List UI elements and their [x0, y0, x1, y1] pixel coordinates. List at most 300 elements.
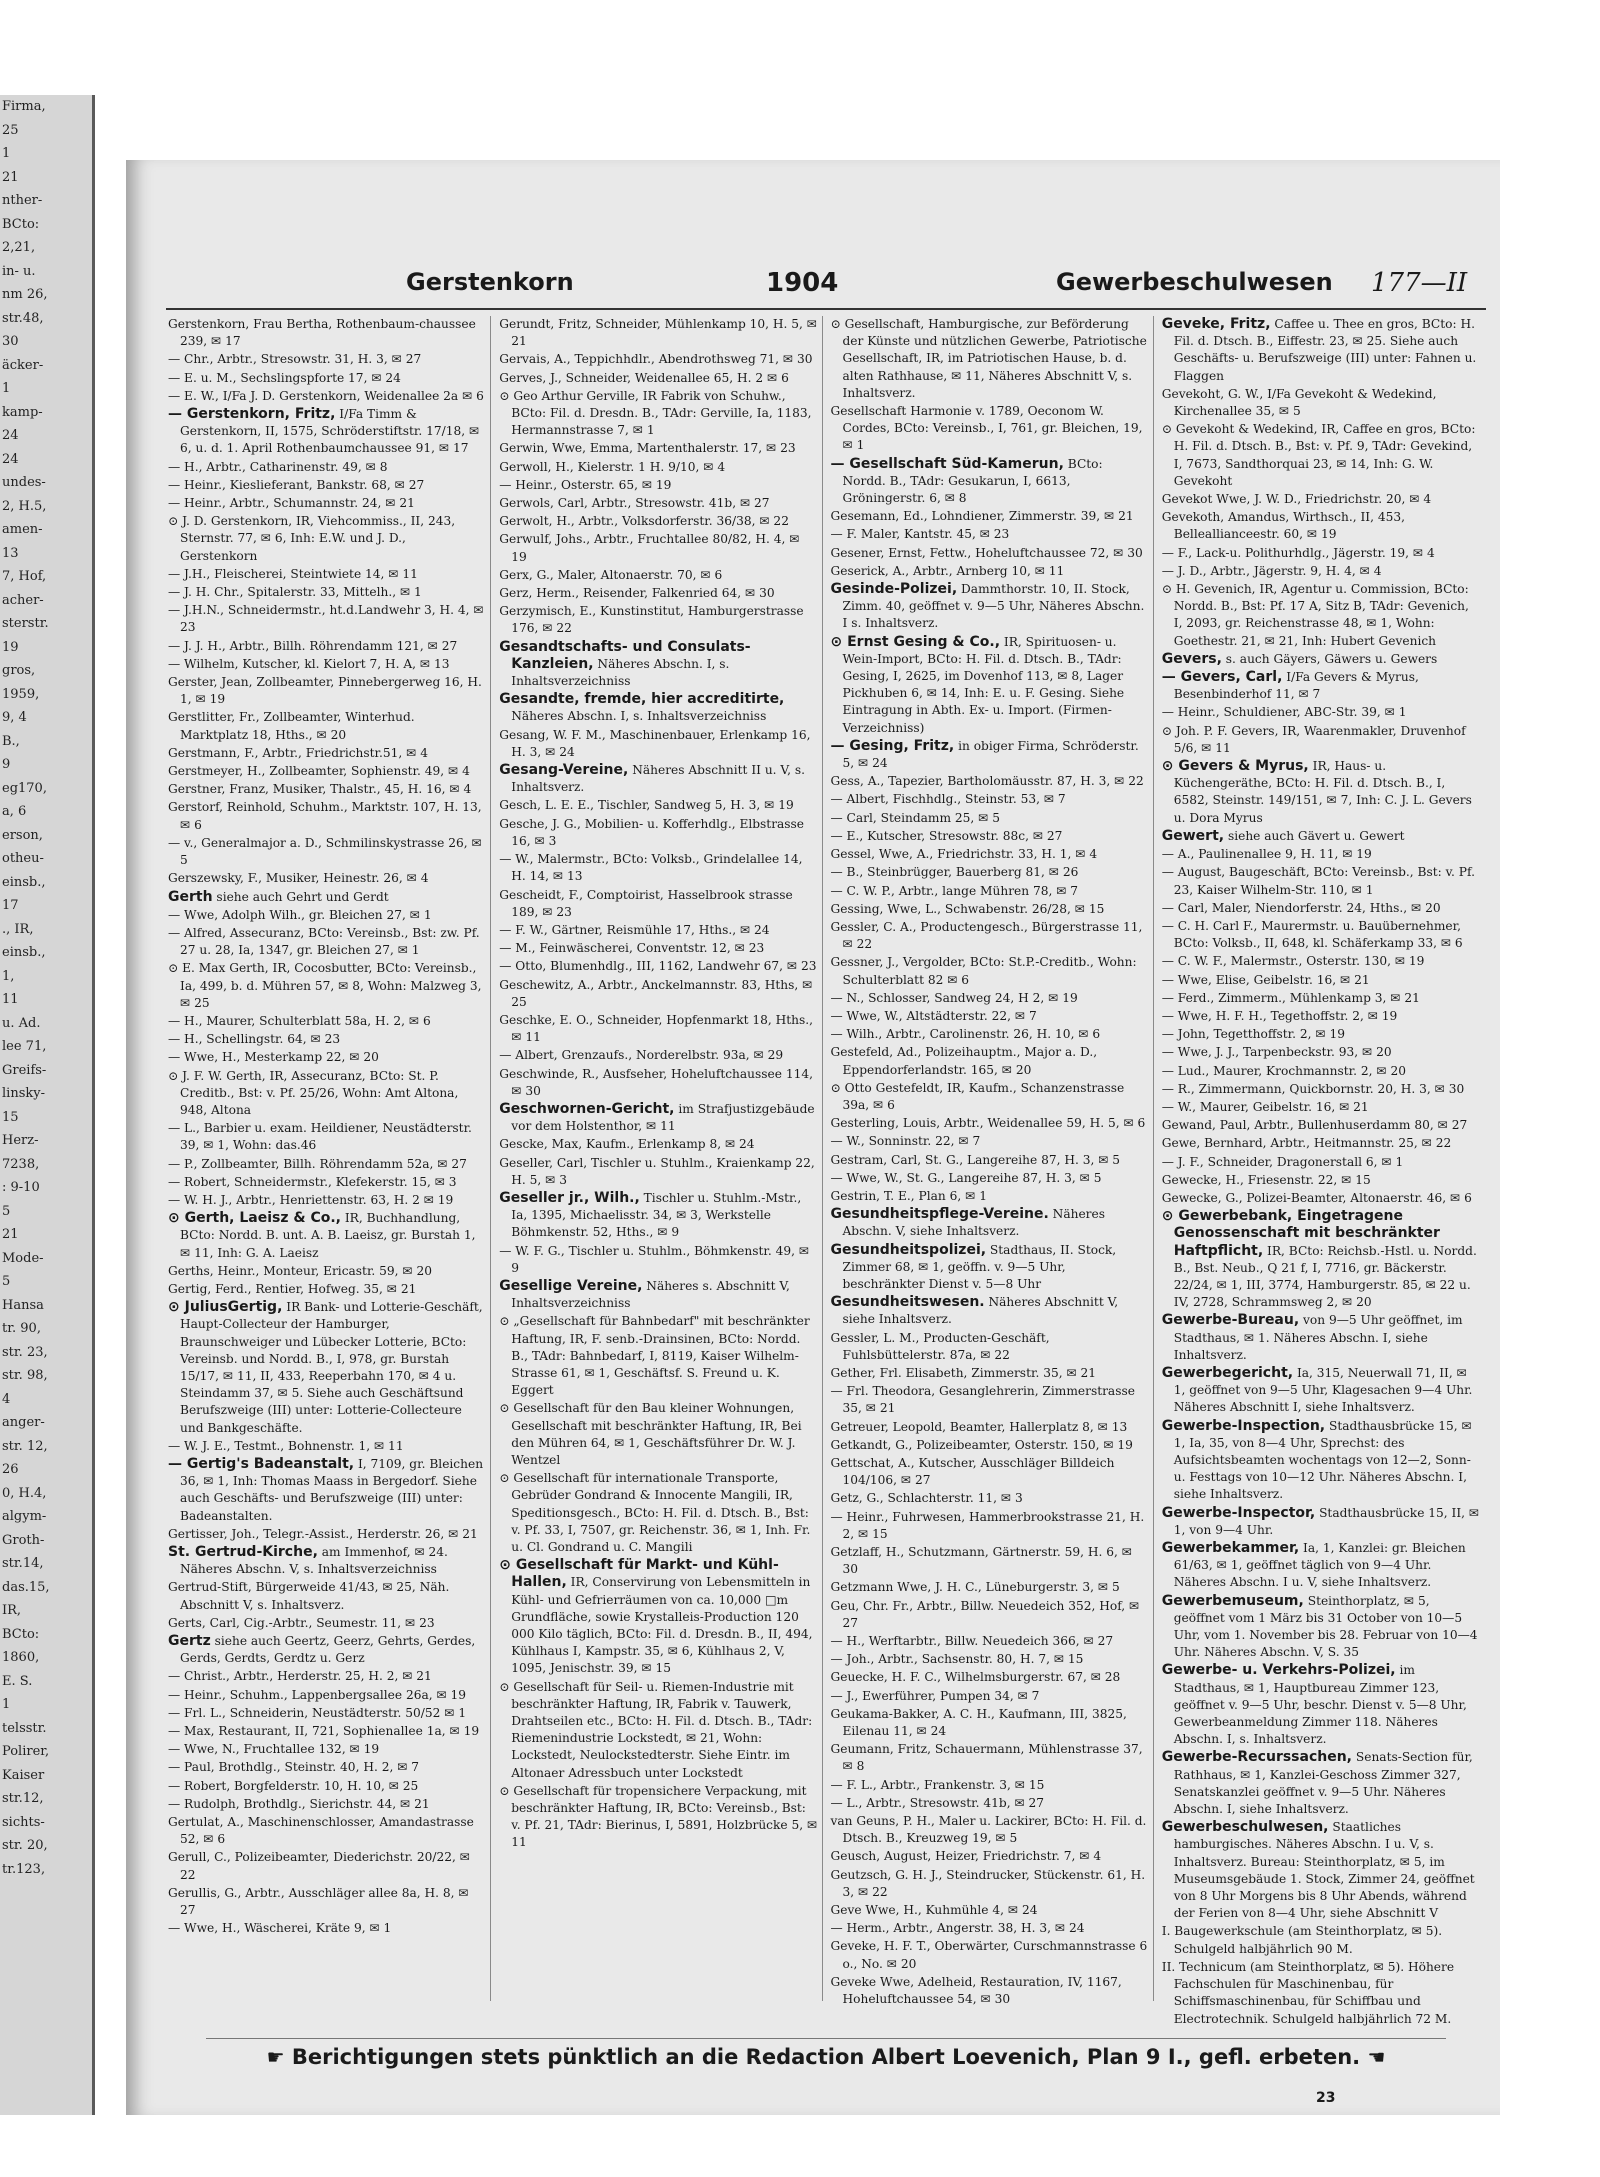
directory-entry	[499, 440, 817, 457]
entry-text: — F. W., Gärtner, Reismühle 17, Hths., ✉ 24	[499, 922, 770, 937]
entry-text: ⊙ J. D. Gerstenkorn, IR, Viehcommiss., II, 243, Sternstr. 77, ✉ 6, Inh: E.W. und J. D., Gerstenkorn	[168, 514, 456, 563]
entry-text: Geveke, H. F. T., Oberwärter, Curschmannstrasse 6 o., No. ✉ 20	[830, 1939, 1148, 1971]
adjacent-page-fragment: sichts-	[2, 1814, 45, 1830]
directory-entry	[499, 1243, 817, 1277]
entry-text: Getz, G., Schlachterstr. 11, ✉ 3	[830, 1491, 1023, 1506]
directory-column-1	[168, 316, 491, 2001]
entry-text: im Strafjustizgebäude vor dem Holstenthor, ✉ 11	[511, 1101, 815, 1134]
directory-entry	[499, 940, 817, 957]
adjacent-page-fragment: 19	[2, 639, 19, 655]
entry-text: — Herm., Arbtr., Angerstr. 38, H. 3, ✉ 24	[830, 1921, 1085, 1936]
entry-text: — Wwe, H., Mesterkamp 22, ✉ 20	[168, 1050, 379, 1065]
directory-entry	[499, 1278, 817, 1312]
entry-text: IR, Haus- u. Küchengeräthe, BCto: H. Fil. d. Dtsch. B., I, 6582, Steinstr. 149/151, ✉ 7, Inh: C. J. L. Gevers u. Dora Myrus	[1173, 759, 1472, 825]
directory-entry	[168, 1210, 486, 1262]
directory-entry	[831, 828, 1149, 845]
entry-text: — W. F. G., Tischler u. Stuhlm., Böhmkenstr. 49, ✉ 9	[499, 1243, 810, 1275]
directory-entry	[168, 709, 486, 743]
entry-text: ⊙ Gevekoht & Wedekind, IR, Caffee en gros, BCto: H. Fil. d. Dtsch. B., Bst: v. Pf. 9, TAdr: Gevekind, I, 7673, Sandthorquai 23, ✉ 14, Inh: G. W. Gevekoht	[1161, 422, 1476, 488]
directory-entry	[831, 634, 1149, 737]
directory-entry	[499, 958, 817, 975]
directory-entry	[1162, 1923, 1480, 1957]
directory-entry	[168, 1814, 486, 1848]
entry-text: Gestefeld, Ad., Polizeihauptm., Major a. D., Eppendorferlandstr. 165, ✉ 20	[830, 1045, 1098, 1077]
entry-heading: Gesandte, fremde, hier accreditirte,	[499, 691, 785, 708]
entry-text: Gerwulf, Johs., Arbtr., Fruchtallee 80/82, H. 4, ✉ 19	[499, 532, 800, 564]
entry-heading: ⊙ Gerth, Laeisz & Co.,	[168, 1210, 341, 1227]
entry-text: — Frl. Theodora, Gesanglehrerin, Zimmerstrasse 35, ✉ 21	[830, 1384, 1135, 1416]
directory-entry	[831, 545, 1149, 562]
directory-entry	[499, 887, 817, 921]
adjacent-page-fragment: IR,	[2, 1603, 22, 1618]
directory-entry	[168, 674, 486, 708]
entry-text: Gessing, Wwe, L., Schwabenstr. 26/28, ✉ 15	[830, 901, 1105, 916]
directory-entry	[1162, 972, 1480, 989]
directory-entry	[499, 513, 817, 530]
directory-entry	[1162, 864, 1480, 898]
entry-text: BCto: Nordd. B., TAdr: Gesukarun, I, 6613, Gröningerstr. 6, ✉ 8	[842, 456, 1103, 506]
entry-text: Stadthausbrücke 15, II, ✉ 1, von 9—4 Uhr.	[1173, 1505, 1480, 1537]
directory-entry	[499, 1679, 817, 1782]
entry-text: — Heinr., Schuldiener, ABC-Str. 39, ✉ 1	[1161, 705, 1407, 720]
directory-entry	[831, 526, 1149, 543]
entry-heading: Geseller jr., Wilh.,	[499, 1189, 640, 1206]
directory-entry	[1162, 509, 1480, 543]
adjacent-page-fragment: Mode-	[2, 1250, 44, 1266]
entry-heading: Gewerbe-Recurssachen,	[1161, 1749, 1353, 1766]
directory-entry	[499, 727, 817, 761]
directory-entry	[831, 1188, 1149, 1205]
entry-text: — Wwe, W., Altstädterstr. 22, ✉ 7	[830, 1008, 1037, 1023]
directory-entry	[499, 567, 817, 584]
adjacent-page-fragment: tr. 90,	[2, 1321, 41, 1336]
directory-entry	[1162, 651, 1480, 668]
entry-text: Gess, A., Tapezier, Bartholomäusstr. 87, H. 3, ✉ 22	[830, 774, 1144, 789]
entry-heading: ⊙ Gevers & Myrus,	[1161, 758, 1309, 775]
entry-text: Gertrud-Stift, Bürgerweide 41/43, ✉ 25, Näh. Abschnitt V, s. Inhaltsverz.	[168, 1580, 450, 1612]
header-left-keyword: Gerstenkorn	[406, 268, 574, 296]
directory-entry	[831, 403, 1149, 455]
directory-entry	[831, 1080, 1149, 1114]
directory-entry	[1162, 1008, 1480, 1025]
directory-entry	[831, 456, 1149, 508]
directory-entry	[1162, 669, 1480, 703]
entry-text: — Carl, Steindamm 25, ✉ 5	[830, 810, 1000, 825]
entry-text: Senats-Section für, Rathhaus, ✉ 1, Kanzlei-Geschoss Zimmer 327, Senatskanzlei geöffnet v. 9—5 Uhr. Näheres Abschn. I, siehe Inhaltsverz.	[1173, 1750, 1473, 1817]
header-right-keyword: Gewerbeschulwesen	[1056, 268, 1333, 296]
directory-entry	[168, 907, 486, 924]
directory-entry	[168, 477, 486, 494]
directory-entry	[831, 1813, 1149, 1847]
directory-entry	[831, 954, 1149, 988]
directory-entry	[831, 1938, 1149, 1972]
entry-text: s. auch Gäyers, Gäwers u. Gewers	[1221, 651, 1438, 666]
directory-entry	[831, 1437, 1149, 1454]
entry-heading: Gerth	[168, 888, 213, 905]
directory-entry	[1162, 1154, 1480, 1171]
directory-entry	[168, 1705, 486, 1722]
directory-entry	[1162, 1208, 1480, 1311]
directory-entry	[831, 1706, 1149, 1740]
directory-entry	[1162, 918, 1480, 952]
directory-entry	[1162, 316, 1480, 385]
entry-text: siehe auch Gehrt und Gerdt	[212, 889, 389, 904]
entry-heading: Gewerbeschulwesen,	[1161, 1819, 1329, 1836]
directory-entry	[1162, 1540, 1480, 1592]
entry-text: Geschke, E. O., Schneider, Hopfenmarkt 18, Hths., ✉ 11	[499, 1012, 814, 1045]
entry-text: Gessner, J., Vergolder, BCto: St.P.-Creditb., Wohn: Schulterblatt 82 ✉ 6	[830, 955, 1137, 987]
entry-text: Gewecke, H., Friesenstr. 22, ✉ 15	[1161, 1172, 1371, 1187]
directory-entry	[168, 656, 486, 673]
directory-entry	[1162, 1959, 1480, 2028]
directory-entry	[831, 1330, 1149, 1364]
entry-text: Gessler, C. A., Productengesch., Bürgerstrasse 11, ✉ 22	[830, 919, 1143, 952]
entry-text: Gewand, Paul, Arbtr., Bullenhuserdamm 80, ✉ 27	[1161, 1118, 1468, 1133]
directory-entry	[499, 495, 817, 512]
entry-text: Gerstorf, Reinhold, Schuhm., Marktstr. 107, H. 13, ✉ 6	[168, 800, 482, 832]
directory-column-3	[830, 316, 1154, 2007]
entry-text: — J. H. Chr., Spitalerstr. 33, Mittelh., ✉ 1	[168, 585, 422, 600]
adjacent-page-fragment: 1	[2, 381, 11, 396]
adjacent-page-fragment: anger-	[2, 1415, 45, 1430]
directory-entry	[831, 1419, 1149, 1436]
entry-heading: St. Gertrud-Kirche,	[168, 1544, 318, 1561]
directory-entry	[168, 1299, 486, 1437]
entry-text: Geserick, A., Arbtr., Arnberg 10, ✉ 11	[830, 563, 1065, 578]
directory-entry	[168, 566, 486, 583]
entry-text: Gesener, Ernst, Fettw., Hoheluftchaussee 72, ✉ 30	[830, 545, 1143, 560]
directory-entry	[168, 495, 486, 512]
directory-entry	[831, 1170, 1149, 1187]
directory-entry	[1162, 723, 1480, 757]
directory-entry	[831, 1741, 1149, 1775]
entry-text: Näheres Abschn. I, s. Inhaltsverzeichniss	[511, 656, 730, 689]
directory-entry	[168, 1174, 486, 1191]
directory-entry	[831, 1795, 1149, 1812]
entry-text: Geseller, Carl, Tischler u. Stuhlm., Kraienkamp 22, H. 5, ✉ 3	[499, 1155, 815, 1187]
directory-entry	[831, 738, 1149, 772]
entry-text: — Carl, Maler, Niendorferstr. 24, Hths., ✉ 20	[1161, 900, 1441, 915]
entry-text: — J. D., Arbtr., Jägerstr. 9, H. 4, ✉ 4	[1161, 563, 1382, 578]
entry-text: Gesemann, Ed., Lohndiener, Zimmerstr. 39, ✉ 21	[830, 509, 1134, 524]
entry-heading: Gewerbemuseum,	[1161, 1592, 1304, 1609]
entry-text: Tischler u. Stuhlm.-Mstr., Ia, 1395, Michaelisstr. 34, ✉ 3, Werkstelle Böhmkenstr. 52, Hths., ✉ 9	[511, 1190, 802, 1240]
entry-text: — Frl. L., Schneiderin, Neustädterstr. 50/52 ✉ 1	[168, 1705, 467, 1720]
entry-text: Näheres s. Abschnitt V, Inhaltsverzeichniss	[511, 1278, 790, 1311]
adjacent-page-fragment: 1,	[2, 968, 15, 984]
entry-text: Ia, 1, Kanzlei: gr. Bleichen 61/63, ✉ 1, geöffnet täglich von 9—4 Uhr. Näheres Abschn. I u. V, siehe Inhaltsverz.	[1173, 1541, 1466, 1590]
entry-text: ⊙ Gesellschaft für tropensichere Verpackung, mit beschränkter Haftung, IR, BCto: Vereinsb., Bst: v. Pf. 21, TAdr: Bierinus, I, 5891, Holzbrücke 5, ✉ 11	[499, 1783, 818, 1850]
entry-text: — J.H., Fleischerei, Steintwiete 14, ✉ 11	[168, 566, 418, 581]
entry-text: Gessler, L. M., Producten-Geschäft, Fuhlsbüttelerstr. 87a, ✉ 22	[830, 1330, 1050, 1362]
adjacent-page-fragment: in- u.	[2, 263, 36, 279]
entry-text: Staatliches hamburgisches. Näheres Abschn. I u. V, s. Inhaltsverz. Bureau: Steinthorplatz, ✉ 5, im Museumsgebäude 1. Stock, Zimmer 24, geöffnet von 8 Uhr Morgens bis 8 Uhr Abends, während der Ferien von 8—4 Uhr, siehe Abschnitt V	[1173, 1820, 1475, 1921]
directory-entry	[831, 1579, 1149, 1596]
directory-entry	[499, 1470, 817, 1556]
adjacent-page-fragment: B.,	[2, 733, 20, 749]
adjacent-page-fragment: 1	[2, 146, 11, 161]
entry-text: Geveke Wwe, Adelheid, Restauration, IV, 1167, Hoheluftchaussee 54, ✉ 30	[830, 1974, 1122, 2007]
directory-entry	[168, 870, 486, 887]
directory-entry	[1162, 846, 1480, 863]
directory-entry	[831, 316, 1149, 402]
adjacent-page-fragment: 5	[2, 1274, 11, 1289]
directory-entry	[499, 585, 817, 602]
entry-text: Geusch, August, Heizer, Friedrichstr. 7, ✉ 4	[830, 1849, 1102, 1864]
directory-entry	[1162, 563, 1480, 580]
directory-entry	[499, 797, 817, 814]
directory-entry	[1162, 1172, 1480, 1189]
entry-text: am Immenhof, ✉ 24. Näheres Abschn. V, s. Inhaltsverzeichniss	[180, 1545, 448, 1577]
entry-text: — Wwe, Adolph Wilh., gr. Bleichen 27, ✉ 1	[168, 907, 432, 922]
directory-entry	[168, 745, 486, 762]
entry-text: — J., Ewerführer, Pumpen 34, ✉ 7	[830, 1688, 1040, 1703]
directory-entry	[499, 977, 817, 1011]
entry-heading: ⊙ JuliusGertig,	[168, 1299, 283, 1316]
directory-entry	[1162, 421, 1480, 490]
adjacent-page-fragment: ., IR,	[2, 921, 34, 937]
entry-text: — Robert, Borgfelderstr. 10, H. 10, ✉ 25	[168, 1778, 419, 1793]
entry-heading: — Gesellschaft Süd-Kamerun,	[830, 455, 1064, 472]
entry-text: — Robert, Schneidermstr., Klefekerstr. 15, ✉ 3	[168, 1174, 457, 1189]
entry-heading: — Gerstenkorn, Fritz,	[168, 406, 336, 423]
entry-text: Gerz, Herm., Reisender, Falkenried 64, ✉ 30	[499, 586, 775, 601]
directory-entry	[831, 901, 1149, 918]
directory-entry	[831, 1688, 1149, 1705]
directory-entry	[499, 1783, 817, 1852]
entry-heading: Gesinde-Polizei,	[830, 581, 958, 598]
entry-text: Gesche, J. G., Mobilien- u. Kofferhdlg., Elbstrasse 16, ✉ 3	[499, 816, 805, 848]
entry-text: Stadthaus, II. Stock, Zimmer 68, ✉ 1, geöffn. v. 9—5 Uhr, beschränkter Dienst v. 5—8 Uhr	[842, 1242, 1117, 1291]
directory-entry	[499, 1047, 817, 1064]
adjacent-page-fragment: telsstr.	[2, 1720, 47, 1736]
entry-text: Geumann, Fritz, Schauermann, Mühlenstrasse 37, ✉ 8	[830, 1742, 1143, 1774]
pointing-hand-left-icon: ☚	[1367, 2045, 1386, 2069]
entry-text: Gettschat, A., Kutscher, Ausschläger Billdeich 104/106, ✉ 27	[830, 1456, 1115, 1488]
entry-text: Getzlaff, H., Schutzmann, Gärtnerstr. 59, H. 6, ✉ 30	[830, 1545, 1132, 1577]
adjacent-page-fragment: linsky-	[2, 1086, 45, 1101]
entry-heading: Gewerbe- u. Verkehrs-Polizei,	[1161, 1662, 1396, 1679]
entry-text: Gerwoll, H., Kielerstr. 1 H. 9/10, ✉ 4	[499, 459, 726, 474]
entry-text: — F. L., Arbtr., Frankenstr. 3, ✉ 15	[830, 1777, 1045, 1792]
entry-text: Gewecke, G., Polizei-Beamter, Altonaerstr. 46, ✉ 6	[1161, 1190, 1472, 1205]
directory-columns	[168, 316, 1484, 2026]
directory-entry	[168, 960, 486, 1012]
directory-entry	[1162, 1117, 1480, 1134]
directory-entry	[168, 1796, 486, 1813]
entry-text: — Heinr., Kieslieferant, Bankstr. 68, ✉ 27	[168, 477, 425, 492]
entry-text: Gerves, J., Schneider, Weidenallee 65, H. 2 ✉ 6	[499, 370, 789, 385]
directory-entry	[168, 799, 486, 833]
directory-entry	[831, 1777, 1149, 1794]
entry-text: Geukama-Bakker, A. C. H., Kaufmann, III, 3825, Eilenau 11, ✉ 24	[830, 1706, 1127, 1739]
entry-text: Gerstmeyer, H., Zollbeamter, Sophienstr. 49, ✉ 4	[168, 764, 470, 779]
entry-text: Gevekot Wwe, J. W. D., Friedrichstr. 20, ✉ 4	[1161, 492, 1432, 507]
entry-heading: Gewerbe-Inspector,	[1161, 1504, 1316, 1521]
directory-entry	[168, 351, 486, 368]
entry-text: — Max, Restaurant, II, 721, Sophienallee 1a, ✉ 19	[168, 1724, 480, 1739]
entry-text: — Albert, Grenzaufs., Norderelbstr. 93a, ✉ 29	[499, 1048, 784, 1063]
entry-text: — Wwe, H., Wäscherei, Kräte 9, ✉ 1	[168, 1921, 392, 1936]
adjacent-page-fragment: Herz-	[2, 1133, 39, 1148]
entry-heading: Gesandtschafts- und Consulats-Kanzleien,	[499, 638, 751, 672]
adjacent-page-fragment: 24	[2, 451, 19, 467]
entry-text: ⊙ Otto Gestefeldt, IR, Kaufm., Schanzenstrasse 39a, ✉ 6	[830, 1080, 1125, 1112]
entry-text: van Geuns, P. H., Maler u. Lackirer, BCto: H. Fil. d. Dtsch. B., Kreuzweg 19, ✉ 5	[830, 1814, 1147, 1846]
directory-entry	[1162, 545, 1480, 562]
entry-text: I/Fa Timm & Gerstenkorn, II, 1575, Schröderstiftstr. 17/18, ✉ 6, u. d. 1. April Rothenbaumchaussee 91, ✉ 17	[180, 407, 480, 456]
entry-text: — W., Maurer, Geibelstr. 16, ✉ 21	[1161, 1099, 1369, 1114]
entry-heading: Gesundheitswesen.	[830, 1294, 985, 1311]
directory-entry	[831, 1383, 1149, 1417]
adjacent-page-fragment: str.14,	[2, 1556, 44, 1571]
entry-text: Getzmann Wwe, J. H. C., Lüneburgerstr. 3, ✉ 5	[830, 1580, 1120, 1595]
directory-entry	[831, 810, 1149, 827]
adjacent-page-fragment: algym-	[2, 1509, 47, 1524]
entry-text: — Wwe, W., St. G., Langereihe 87, H. 3, ✉ 5	[830, 1170, 1102, 1185]
directory-entry	[831, 1455, 1149, 1489]
entry-text: IR, Spirituosen- u. Wein-Import, BCto: H. Fil. d. Dtsch. B., TAdr: Gesing, I, 2625, im Dovenhof 113, ✉ 8, Lager Pickhuben 6, ✉ 14, Inh: E. u. F. Gesing. Siehe Eintragung in Abth. Ex- u. Import. (Firmen-Verzeichniss)	[842, 634, 1125, 735]
adjacent-page-fragment: 25	[2, 122, 19, 138]
directory-entry	[831, 1598, 1149, 1632]
directory-entry	[831, 1633, 1149, 1650]
entry-text: Geve Wwe, H., Kuhmühle 4, ✉ 24	[830, 1903, 1038, 1918]
entry-text: — J. J. H., Arbtr., Billh. Röhrendamm 121, ✉ 27	[168, 638, 458, 653]
entry-text: — B., Steinbrügger, Bauerberg 81, ✉ 26	[830, 865, 1079, 880]
directory-entry	[168, 1579, 486, 1613]
directory-entry	[831, 1008, 1149, 1025]
directory-entry	[168, 1049, 486, 1066]
directory-entry	[168, 1615, 486, 1632]
entry-text: — P., Zollbeamter, Billh. Röhrendamm 52a, ✉ 27	[168, 1156, 467, 1171]
entry-text: Geschewitz, A., Arbtr., Anckelmannstr. 83, Hths, ✉ 25	[499, 977, 813, 1009]
footer-notice	[206, 2038, 1446, 2069]
entry-text: IR, BCto: Reichsb.-Hstl. u. Nordd. B., Bst. Neub., Q 21 f, I, 7716, gr. Bäckerstr. 22/24, ✉ 1, III, 3774, Hamburgerstr. 85, ✉ 22 u. IV, 2728, Schrammsweg 2, ✉ 20	[1173, 1243, 1477, 1310]
entry-text: ⊙ Gesellschaft für den Bau kleiner Wohnungen, Gesellschaft mit beschränkter Haftung, IR, Bei den Mühren 64, ✉ 1, Geschäftsführer Dr. W. J. Wentzel	[499, 1401, 802, 1467]
entry-text: Näheres Abschn. I, s. Inhaltsverzeichniss	[511, 709, 767, 724]
directory-entry	[168, 1263, 486, 1280]
header-year: 1904	[766, 268, 839, 298]
entry-text: — Otto, Blumenhdlg., III, 1162, Landwehr 67, ✉ 23	[499, 959, 817, 974]
directory-entry	[1162, 953, 1480, 970]
entry-text: — Alfred, Assecuranz, BCto: Vereinsb., Bst: zw. Pf. 27 u. 28, Ia, 1347, gr. Bleichen 27, ✉ 1	[168, 925, 480, 958]
directory-entry	[1162, 990, 1480, 1007]
adjacent-page-fragment: einsb.,	[2, 945, 46, 960]
entry-text: — Wwe, J. J., Tarpenbeckstr. 93, ✉ 20	[1161, 1045, 1392, 1060]
adjacent-page-fragment: nm 26,	[2, 287, 48, 302]
entry-text: ⊙ Gesellschaft, Hamburgische, zur Beförderung der Künste und nützlichen Gewerbe, Patriotische Gesellschaft, IR, im Patriotischen Hause, b. d. alten Rathhause, ✉ 11, Näheres Abschnitt V, s. Inhaltsverz.	[830, 317, 1147, 400]
entry-text: I/Fa Gevers & Myrus, Besenbinderhof 11, ✉ 7	[1173, 670, 1419, 702]
adjacent-page-fragment: str.12,	[2, 1791, 44, 1806]
entry-text: — Joh., Arbtr., Sachsenstr. 80, H. 7, ✉ 15	[830, 1652, 1084, 1667]
entry-text: Gestram, Carl, St. G., Langereihe 87, H. 3, ✉ 5	[830, 1152, 1121, 1167]
directory-entry	[831, 1242, 1149, 1294]
entry-text: — C. W. F., Malermstr., Osterstr. 130, ✉ 19	[1161, 954, 1425, 969]
entry-text: Gestrin, T. E., Plan 6, ✉ 1	[830, 1188, 987, 1203]
entry-text: Gevekoth, Amandus, Wirthsch., II, 453, Belleallianceestr. 60, ✉ 19	[1161, 510, 1405, 542]
directory-entry	[831, 883, 1149, 900]
directory-entry	[831, 1544, 1149, 1578]
entry-text: — Lud., Maurer, Krochmannstr. 2, ✉ 20	[1161, 1063, 1406, 1078]
directory-entry	[168, 1885, 486, 1919]
entry-text: — Albert, Fischhdlg., Steinstr. 53, ✉ 7	[830, 792, 1066, 807]
entry-text: Stadthausbrücke 15, ✉ 1, Ia, 35, von 8—4 Uhr, Sprechst: des Aufsichtsbeamten wochentags von 12—2, Sonn- u. Festtags von 10—12 Uhr. Näheres Abschn. I, siehe Inhaltsverz.	[1173, 1418, 1472, 1502]
directory-entry	[499, 691, 817, 725]
directory-entry	[499, 477, 817, 494]
directory-entry	[168, 781, 486, 798]
entry-text: im Stadthaus, ✉ 1, Hauptbureau Zimmer 123, geöffnet v. 9—5 Uhr, beschr. Dienst v. 5—8 Uhr, Gewerbeanmeldung Zimmer 118. Näheres Abschn. I, s. Inhaltsverz.	[1173, 1663, 1467, 1747]
directory-entry	[831, 581, 1149, 633]
directory-entry	[168, 602, 486, 636]
directory-entry	[831, 508, 1149, 525]
adjacent-page-fragment: Groth-	[2, 1532, 45, 1548]
directory-entry	[168, 370, 486, 387]
adjacent-page-fragment: 11	[2, 992, 19, 1007]
entry-heading: Geschwornen-Gericht,	[499, 1100, 675, 1117]
entry-text: ⊙ E. Max Gerth, IR, Cocosbutter, BCto: Vereinsb., Ia, 499, b. d. Mühren 57, ✉ 8, Wohn: Malzweg 3, ✉ 25	[168, 961, 482, 1010]
adjacent-page-strip	[0, 95, 95, 2115]
directory-entry	[168, 1192, 486, 1209]
adjacent-page-fragment: E. S.	[2, 1673, 33, 1689]
entry-text: Ia, 315, Neuerwall 71, II, ✉ 1, geöffnet von 9—5 Uhr, Klagesachen 9—4 Uhr. Näheres Abschnitt I, siehe Inhaltsverz.	[1173, 1365, 1473, 1415]
entry-text: Dammthorstr. 10, II. Stock, Zimm. 40, geöffnet v. 9—5 Uhr, Näheres Abschn. I s. Inhaltsverz.	[842, 582, 1145, 631]
adjacent-page-fragment: 0, H.4,	[2, 1485, 47, 1501]
adjacent-page-fragment: amen-	[2, 522, 43, 537]
directory-entry	[831, 1365, 1149, 1382]
entry-heading: Gertz	[168, 1633, 211, 1650]
entry-heading: — Gevers, Carl,	[1161, 669, 1283, 686]
entry-text: — Heinr., Osterstr. 65, ✉ 19	[499, 477, 672, 492]
entry-text: — Rudolph, Brothdlg., Sierichstr. 44, ✉ 21	[168, 1796, 430, 1811]
entry-text: — Wwe, N., Fruchtallee 132, ✉ 19	[168, 1742, 380, 1757]
directory-entry	[499, 851, 817, 885]
entry-text: Gesellschaft Harmonie v. 1789, Oeconom W. Cordes, BCto: Vereinsb., I, 761, gr. Bleichen, 19, ✉ 1	[830, 404, 1143, 453]
directory-entry	[831, 1920, 1149, 1937]
entry-text: — Wwe, H. F. H., Tegethoffstr. 2, ✉ 19	[1161, 1008, 1398, 1023]
entry-text: — H., Arbtr., Catharinenstr. 49, ✉ 8	[168, 459, 388, 474]
entry-text: Gervais, A., Teppichhdlr., Abendrothsweg 71, ✉ 30	[499, 352, 813, 367]
directory-entry	[499, 1101, 817, 1135]
entry-text: Gertisser, Joh., Telegr.-Assist., Herderstr. 26, ✉ 21	[168, 1526, 478, 1541]
directory-entry	[831, 919, 1149, 953]
entry-text: — E. W., I/Fa J. D. Gerstenkorn, Weidenallee 2a ✉ 6	[168, 388, 484, 403]
adjacent-page-fragment: 9, 4	[2, 710, 27, 725]
page-header	[166, 260, 1486, 310]
directory-entry	[1162, 1749, 1480, 1818]
entry-text: — John, Tegetthoffstr. 2, ✉ 19	[1161, 1027, 1346, 1042]
adjacent-page-fragment: 13	[2, 545, 19, 561]
directory-entry	[168, 763, 486, 780]
directory-entry	[831, 846, 1149, 863]
entry-text: — A., Paulinenallee 9, H. 11, ✉ 19	[1161, 847, 1372, 862]
entry-text: Caffee u. Thee en gros, BCto: H. Fil. d. Dtsch. B., Eiffestr. 23, ✉ 25. Siehe auch Geschäfts- u. Berufszweige (III) unter: Fahnen u. Flaggen	[1173, 317, 1477, 383]
adjacent-page-fragment: 17	[2, 898, 19, 913]
entry-text: IR Bank- und Lotterie-Geschäft, Haupt-Collecteur der Hamburger, Braunschweiger und Lübecker Lotterie, BCto: Vereinsb. und Nordd. B., I, 978, gr. Burstah 15/17, ✉ 11, II, 433, Reeperbahn 170, ✉ 4 u. Steindamm 37, ✉ 5. Siehe auch Geschäftsund Berufszweige (III) unter: Lotterie-Collecteure und Bankgeschäfte.	[180, 1300, 483, 1435]
footer-text: Berichtigungen stets pünktlich an die Redaction Albert Loevenich, Plan 9 I., gefl. erbeten.	[291, 2045, 1361, 2069]
adjacent-page-fragment: Hansa	[2, 1297, 44, 1313]
directory-entry	[831, 791, 1149, 808]
adjacent-page-fragment: BCto:	[2, 216, 40, 232]
directory-entry	[499, 1066, 817, 1100]
adjacent-page-fragment: äcker-	[2, 357, 44, 373]
adjacent-page-fragment: nther-	[2, 193, 43, 208]
directory-entry	[499, 639, 817, 691]
adjacent-page-fragment: Greifs-	[2, 1062, 47, 1078]
directory-entry	[1162, 386, 1480, 420]
entry-text: Gerullis, G., Arbtr., Ausschläger allee 8a, H. 8, ✉ 27	[168, 1885, 469, 1918]
adjacent-page-fragment: Polirer,	[2, 1744, 50, 1759]
directory-entry	[831, 1974, 1149, 2008]
